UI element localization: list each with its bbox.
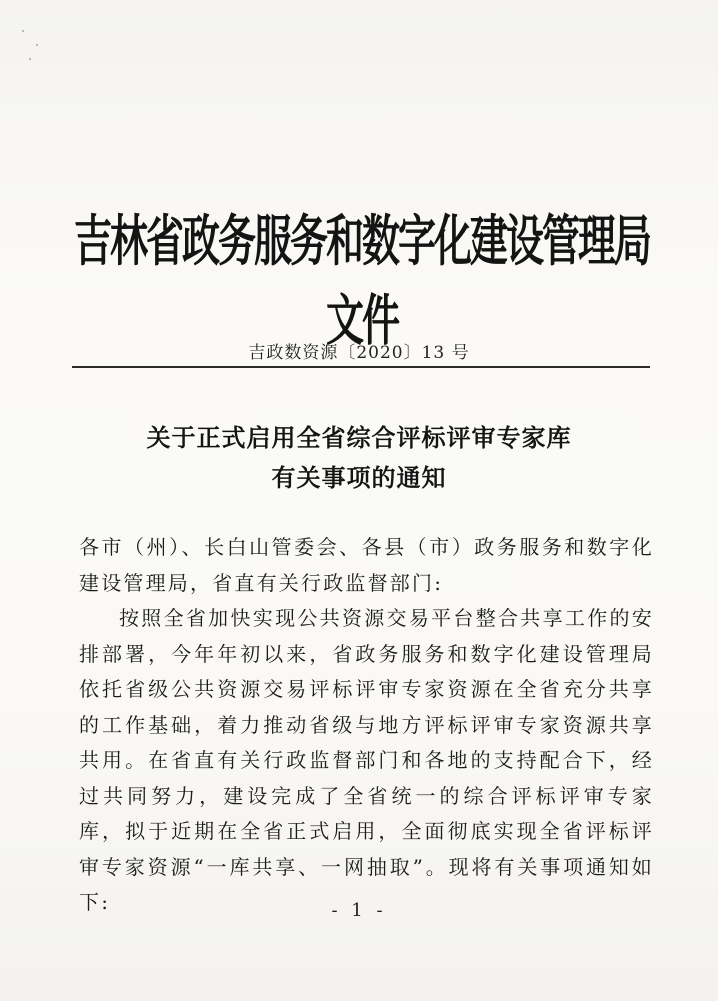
- scan-speck: [22, 30, 24, 32]
- scan-speck: [36, 44, 38, 46]
- document-number: 吉政数资源〔2020〕13 号: [248, 343, 470, 363]
- issuing-authority-header: 吉林省政务服务和数字化建设管理局文件: [73, 209, 650, 353]
- header-divider: [72, 366, 650, 368]
- scan-speck: [29, 58, 31, 60]
- notice-title-line-2: 有关事项的通知: [271, 463, 447, 492]
- addressee-paragraph: 各市（州）、长白山管委会、各县（市）政务服务和数字化建设管理局，省直有关行政监督部门:: [79, 535, 654, 595]
- body-paragraph-1: 按照全省加快实现公共资源交易平台整合共享工作的安排部署，今年年初以来，省政务服务和数字化建设管理局依托省级公共资源交易评标评审专家资源在全省充分共享的工作基础，着力推动省级与地方评标评审专家资源共享共用。在省直有关行政监督部门和各地的支持配合下，经过共同努力，建设完成了全省统一的综合评标评审专家库，拟于近期在全省正式启用，全面彻底实现全省评标评审专家资源“一库共享、一网抽取”。现将有关事项通知如下:: [79, 606, 654, 914]
- notice-title-line-1: 关于正式启用全省综合评标评审专家库: [146, 423, 572, 452]
- document-body: [79, 530, 654, 921]
- page-number: - 1 -: [331, 900, 387, 921]
